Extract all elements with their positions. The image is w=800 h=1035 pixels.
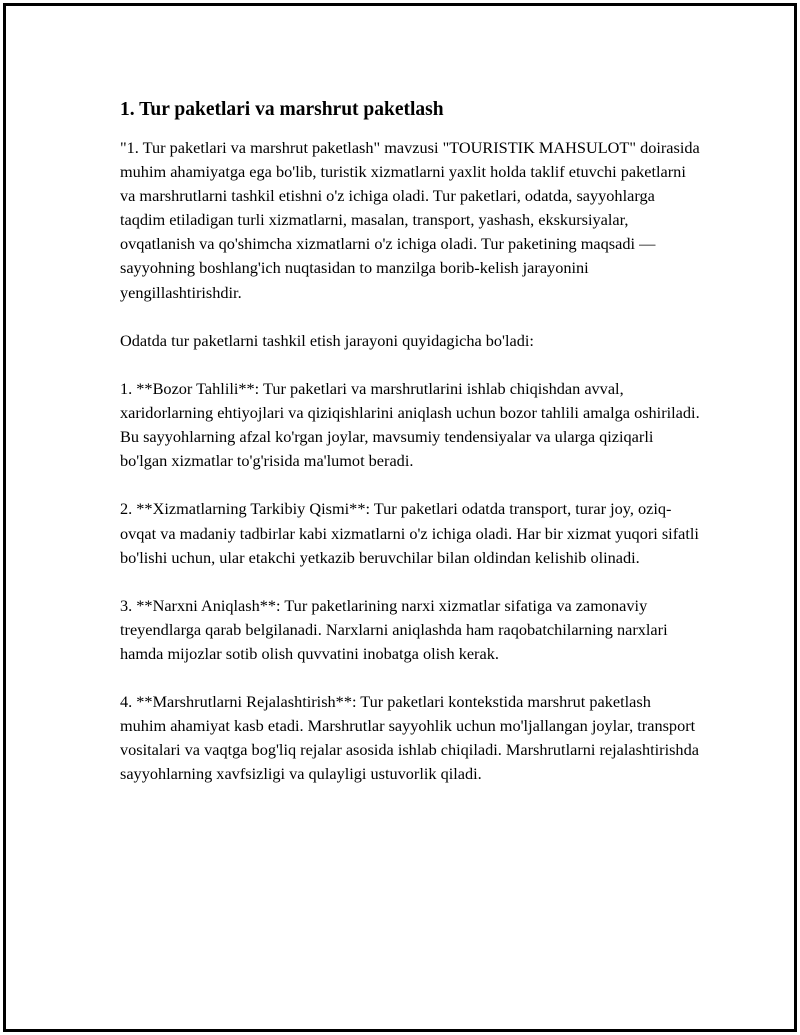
page-frame	[3, 3, 797, 1032]
document-title: 1. Tur paketlari va marshrut paketlash	[120, 99, 444, 120]
intro-paragraph: "1. Tur paketlari va marshrut paketlash" mavzusi "TOURISTIK MAHSULOT" doirasida muhim ahamiyatga ega bo'lib, turistik xizmatlarni yaxlit holda taklif etuvchi paketlarni va marshrutlarni tashkil etishni o'z ichiga oladi. Tur paketlari, odatda, sayyohlarga taqdim etiladigan turli xizmatlarni, masalan, transport, yashash, ekskursiyalar, ovqatlanish va qo'shimcha xizmatlarni o'z ichiga oladi. Tur paketining maqsadi — sayyohning boshlang'ich nuqtasidan to manzilga borib-kelish jarayonini yengillashtirishdir.	[120, 138, 700, 302]
list-item-narxni-aniqlash: 3. **Narxni Aniqlash**: Tur paketlarining narxi xizmatlar sifatiga va zamonaviy treyendlarga qarab belgilanadi. Narxlarni aniqlashda ham raqobatchilarning narxlari hamda mijozlar sotib olish quvvatini inobatga olish kerak.	[120, 595, 668, 663]
list-item-marshrut-rejalash: 4. **Marshrutlarni Rejalashtirish**: Tur paketlari kontekstida marshrut paketlash muhim ahamiyat kasb etadi. Marshrutlar sayyohlik uchun mo'ljallangan joylar, transport vositalari va vaqtga bog'liq rejalar asosida ishlab chiqiladi. Marshrutlarni rejalashtirishda sayyohlarning xavfsizligi va qulayligi ustuvorlik qiladi.	[120, 692, 699, 784]
document-body	[120, 96, 700, 811]
process-intro-paragraph: Odatda tur paketlarni tashkil etish jarayoni quyidagicha bo'ladi:	[120, 330, 534, 350]
list-item-bozor-tahlili: 1. **Bozor Tahlili**: Tur paketlari va marshrutlarini ishlab chiqishdan avval, xaridorlarning ehtiyojlari va qiziqishlarini aniqlash uchun bozor tahlili amalga oshiriladi. Bu sayyohlarning afzal ko'rgan joylar, mavsumiy tendensiyalar va ularga qiziqarli bo'lgan xizmatlar to'g'risida ma'lumot beradi.	[120, 378, 700, 471]
list-item-xizmatlar-tarkibi: 2. **Xizmatlarning Tarkibiy Qismi**: Tur paketlari odatda transport, turar joy, oziq-ovqat va madaniy tadbirlar kabi xizmatlarni o'z ichiga oladi. Har bir xizmat yuqori sifatli bo'lishi uchun, ular etakchi yetkazib beruvchilar bilan oldindan kelishib olinadi.	[120, 499, 699, 567]
